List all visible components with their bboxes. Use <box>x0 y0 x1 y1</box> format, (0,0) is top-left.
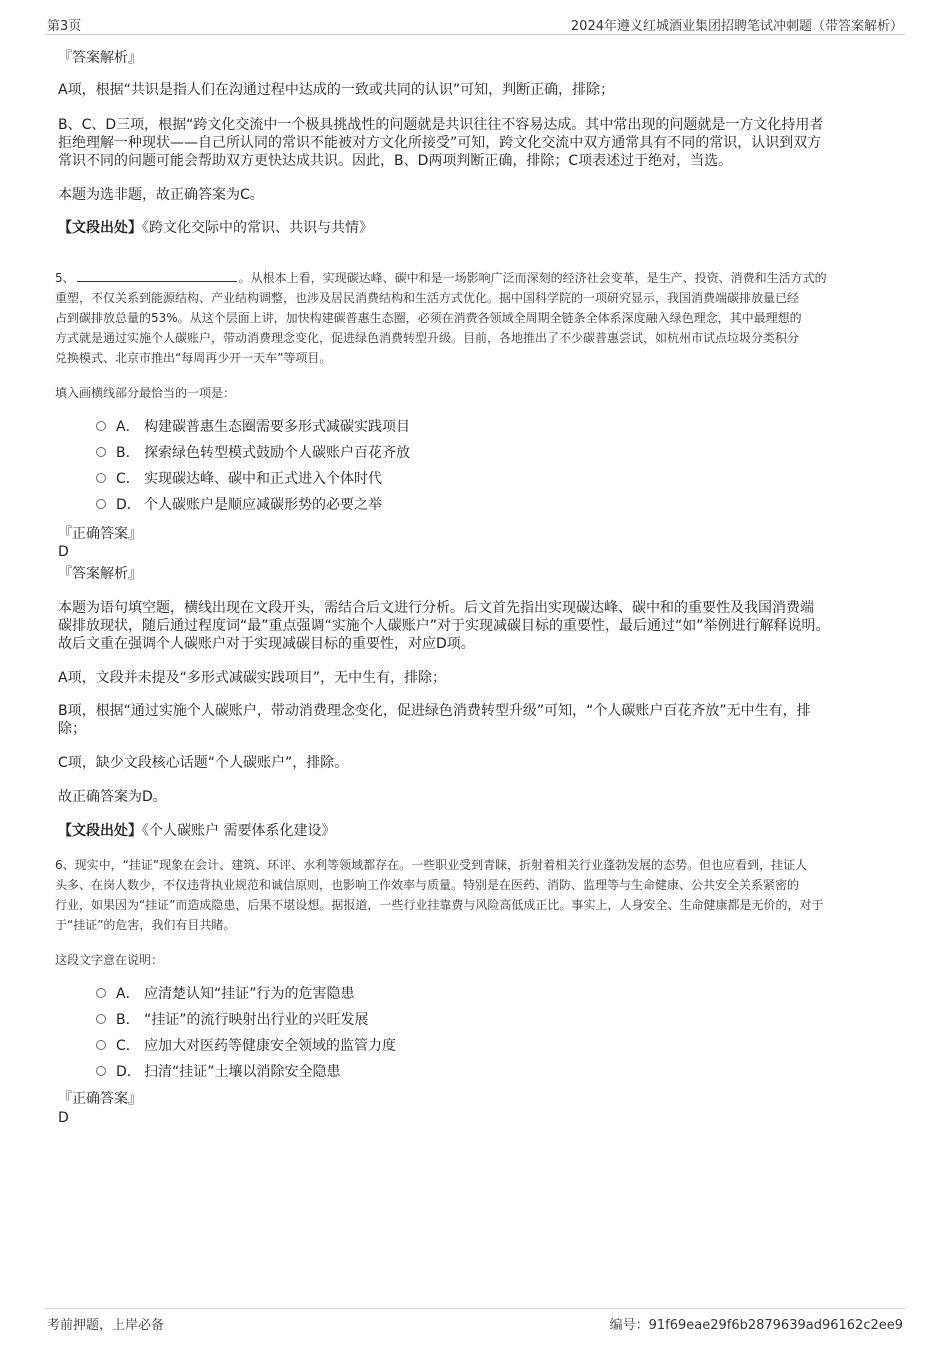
analysis-para-b-line2: 除； <box>58 721 86 737</box>
analysis-heading: 『答案解析』 <box>58 50 142 66</box>
radio-button[interactable] <box>96 421 106 431</box>
conclusion: 故正确答案为D。 <box>58 789 167 805</box>
analysis-para-bcd-line3: 常识不同的问题可能会帮助双方更快达成共识。因此，B、D两项判断正确，排除；C项表述过于绝对，当选。 <box>58 153 733 169</box>
radio-button[interactable] <box>96 1040 106 1050</box>
option-text: 探索绿色转型模式鼓励个人碳账户百花齐放 <box>144 445 410 461</box>
source-title: 《跨文化交际中的常识、共识与共情》 <box>142 220 373 236</box>
radio-button[interactable] <box>96 447 106 457</box>
analysis-para1-line3: 故后文重在强调个人碳账户对于实现减碳目标的重要性，对应D项。 <box>58 636 475 652</box>
source-label: 【文段出处】 <box>58 220 142 236</box>
question-6-line4: 于“挂证”的危害，我们有目共睹。 <box>55 918 236 932</box>
question-6-line1: 6、现实中，“挂证”现象在会计、建筑、环评、水利等领域都存在。一些职业受到青睐，折射着相关行业蓬勃发展的态势。但也应看到，挂证人 <box>55 858 808 872</box>
source-label: 【文段出处】 <box>58 823 142 839</box>
option-b[interactable] <box>96 444 410 462</box>
option-text: 实现碳达峰、碳中和正式进入个体时代 <box>144 471 382 487</box>
source-citation <box>58 822 898 840</box>
analysis-para1-line1: 本题为语句填空题，横线出现在文段开头，需结合后文进行分析。后文首先指出实现碳达峰、碳中和的重要性及我国消费端 <box>58 600 814 616</box>
option-d[interactable] <box>96 496 382 514</box>
option-a[interactable] <box>96 418 410 436</box>
analysis-para-bcd-line2: 拒绝理解一种现状——自己所认同的常识不能被对方文化所接受”可知，跨文化交流中双方通常具有不同的常识，认识到双方 <box>58 135 822 151</box>
option-text: 扫清“挂证”土壤以消除安全隐患 <box>144 1064 341 1080</box>
radio-button[interactable] <box>96 499 106 509</box>
source-title: 《个人碳账户 需要体系化建设》 <box>142 823 336 839</box>
radio-button[interactable] <box>96 1014 106 1024</box>
footer-slogan: 考前押题，上岸必备 <box>47 1318 165 1333</box>
question-5-line2: 重塑，不仅关系到能源结构、产业结构调整，也涉及居民消费结构和生活方式优化。据中国科学院的一项研究显示，我国消费端碳排放量已经 <box>55 291 800 305</box>
document-title: 2024年遵义红城酒业集团招聘笔试冲刺题（带答案解析） <box>570 19 903 34</box>
question-prompt: 这段文字意在说明： <box>55 953 164 967</box>
radio-button[interactable] <box>96 473 106 483</box>
question-5-line4: 方式就是通过实施个人碳账户，带动消费理念变化，促进绿色消费转型升级。目前，各地推出了不少碳普惠尝试，如杭州市试点垃圾分类积分 <box>55 331 800 345</box>
analysis-para-a: A项，文段并未提及“多形式减碳实践项目”，无中生有，排除； <box>58 670 447 686</box>
option-text: 构建碳普惠生态圈需要多形式减碳实践项目 <box>144 419 410 435</box>
question-6-line3: 行业，如果因为“挂证”而造成隐患，后果不堪设想。据报道，一些行业挂靠费与风险高低成正比。事实上，人身安全、生命健康都是无价的，对于 <box>55 898 824 912</box>
option-text: 应清楚认知“挂证”行为的危害隐患 <box>144 986 355 1002</box>
option-text: 个人碳账户是顺应减碳形势的必要之举 <box>144 497 382 513</box>
radio-button[interactable] <box>96 1066 106 1076</box>
question-5-line3: 占到碳排放总量的53%。从这个层面上讲，加快构建碳普惠生态圈，必须在消费各领域全周期全链条全体系深度融入绿色理念，其中最理想的 <box>55 311 802 325</box>
question-5-line1 <box>55 268 898 288</box>
source-citation <box>58 219 898 237</box>
option-letter: C． <box>116 1038 140 1054</box>
correct-answer: D <box>58 544 69 560</box>
fill-blank <box>77 268 237 282</box>
analysis-para-c: C项，缺少文段核心话题“个人碳账户”，排除。 <box>58 755 349 771</box>
correct-answer: D <box>58 1110 69 1126</box>
correct-answer-heading: 『正确答案』 <box>58 1091 142 1107</box>
analysis-para-bcd-line1: B、C、D三项，根据“跨文化交流中一个极具挑战性的问题就是共识往往不容易达成。其中常出现的问题就是一方文化持用者 <box>58 117 824 133</box>
option-letter: B． <box>116 1012 140 1028</box>
document-code: 编号：91f69eae29f6b2879639ad96162c2ee9 <box>609 1318 903 1333</box>
option-letter: C． <box>116 471 140 487</box>
question-number: 5、 <box>55 271 75 285</box>
option-d[interactable] <box>96 1063 341 1081</box>
option-letter: A． <box>116 986 140 1002</box>
page-number: 第3页 <box>47 19 82 34</box>
option-c[interactable] <box>96 1037 396 1055</box>
analysis-heading: 『答案解析』 <box>58 566 142 582</box>
option-text: 应加大对医药等健康安全领域的监管力度 <box>144 1038 396 1054</box>
option-text: “挂证”的流行映射出行业的兴旺发展 <box>144 1012 369 1028</box>
option-a[interactable] <box>96 985 355 1003</box>
page-header <box>45 12 905 35</box>
question-text: 。从根本上看，实现碳达峰、碳中和是一场影响广泛而深刻的经济社会变革，是生产、投资、消费和生活方式的 <box>238 271 827 285</box>
question-prompt: 填入画横线部分最恰当的一项是： <box>55 386 236 400</box>
analysis-para-a: A项，根据“共识是指人们在沟通过程中达成的一致或共同的认识”可知，判断正确，排除； <box>58 82 615 98</box>
page-footer <box>45 1308 905 1331</box>
radio-button[interactable] <box>96 988 106 998</box>
option-letter: A． <box>116 419 140 435</box>
question-6-line2: 头多、在岗人数少，不仅违背执业规范和诚信原则，也影响工作效率与质量。特别是在医药、消防、监理等与生命健康、公共安全关系紧密的 <box>55 878 800 892</box>
analysis-para1-line2: 碳排放现状，随后通过程度词“最”重点强调“实施个人碳账户”对于实现减碳目标的重要性，最后通过“如”举例进行解释说明。 <box>58 618 830 634</box>
question-5-line5: 兑换模式、北京市推出“每周再少开一天车”等项目。 <box>55 351 332 365</box>
option-letter: D． <box>116 1064 141 1080</box>
option-c[interactable] <box>96 470 382 488</box>
correct-answer-heading: 『正确答案』 <box>58 526 142 542</box>
analysis-para-b-line1: B项，根据“通过实施个人碳账户，带动消费理念变化，促进绿色消费转型升级”可知，“个人碳账户百花齐放”无中生有，排 <box>58 703 811 719</box>
option-letter: D． <box>116 497 141 513</box>
option-letter: B． <box>116 445 140 461</box>
conclusion: 本题为选非题，故正确答案为C。 <box>58 187 264 203</box>
option-b[interactable] <box>96 1011 369 1029</box>
